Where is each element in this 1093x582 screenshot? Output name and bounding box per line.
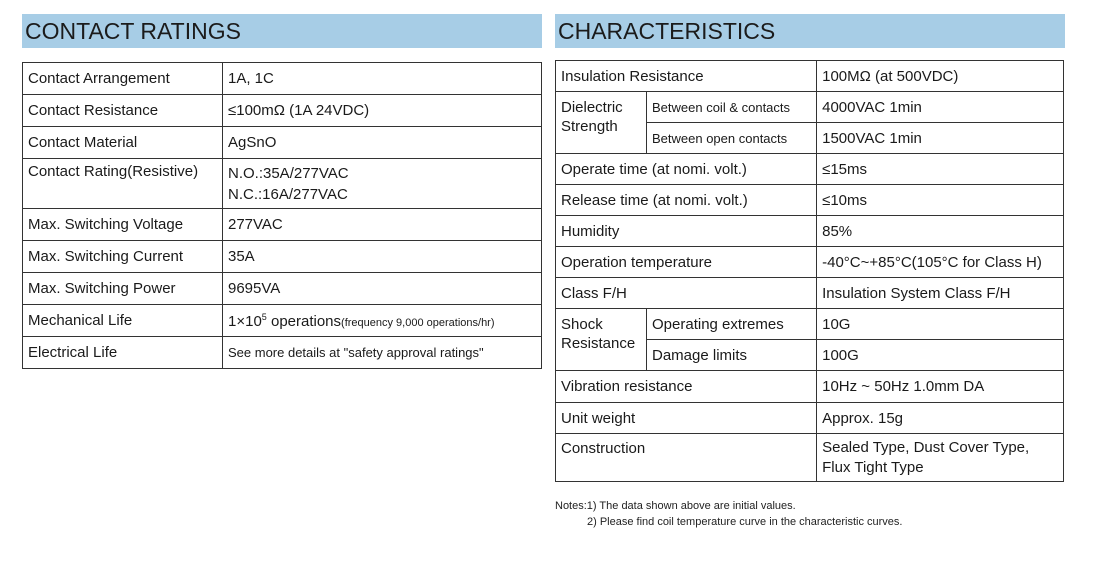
table-row [556,92,1064,123]
mech-exponent: 5 [261,311,267,322]
construction-label: Construction [556,434,817,482]
operation-temperature-value: -40°C~+85°C(105°C for Class H) [817,247,1064,278]
construction-line2: Flux Tight Type [822,458,924,476]
shock-label: Shock Resistance [556,309,647,371]
release-time-label: Release time (at nomi. volt.) [556,185,817,216]
class-label: Class F/H [556,278,817,309]
contact-rating-label: Contact Rating(Resistive) [23,159,223,209]
contact-material-label: Contact Material [23,127,223,159]
table-row [556,403,1064,434]
table-row [556,434,1064,482]
contact-resistance-label: Contact Resistance [23,95,223,127]
table-row [23,159,542,209]
mech-text: operations [266,312,342,330]
contact-resistance-value: ≤100mΩ (1A 24VDC) [223,95,542,127]
class-value: Insulation System Class F/H [817,278,1064,309]
humidity-value: 85% [817,216,1064,247]
contact-arrangement-value: 1A, 1C [223,63,542,95]
construction-value [817,434,1064,482]
contact-ratings-table [22,62,542,369]
contact-material-value: AgSnO [223,127,542,159]
shock-val1: 10G [817,309,1064,340]
table-row [23,241,542,273]
contact-ratings-title: CONTACT RATINGS [22,14,542,48]
contact-rating-value [223,159,542,209]
characteristics-table [555,60,1064,482]
dielectric-label: Dielectric Strength [556,92,647,154]
contact-arrangement-label: Contact Arrangement [23,63,223,95]
electrical-life-label: Electrical Life [23,337,223,369]
mech-note: (frequency 9,000 operations/hr) [341,316,495,329]
shock-sub2: Damage limits [647,340,817,371]
table-row [556,216,1064,247]
table-row [23,273,542,305]
insulation-label: Insulation Resistance [556,61,817,92]
table-row [23,209,542,241]
table-row [23,337,542,369]
dielectric-sub2: Between open contacts [647,123,817,154]
dielectric-val2: 1500VAC 1min [817,123,1064,154]
table-row [556,154,1064,185]
table-row [556,278,1064,309]
humidity-label: Humidity [556,216,817,247]
note-line-2: 2) Please find coil temperature curve in the characteristic curves. [587,516,903,528]
table-row [556,61,1064,92]
max-voltage-value: 277VAC [223,209,542,241]
dielectric-val1: 4000VAC 1min [817,92,1064,123]
table-row [23,305,542,337]
shock-sub1: Operating extremes [647,309,817,340]
table-row [556,247,1064,278]
max-current-value: 35A [223,241,542,273]
vibration-value: 10Hz ~ 50Hz 1.0mm DA [817,371,1064,403]
max-power-label: Max. Switching Power [23,273,223,305]
insulation-value: 100MΩ (at 500VDC) [817,61,1064,92]
note-line-1: Notes:1) The data shown above are initial values. [555,500,796,512]
dielectric-sub1: Between coil & contacts [647,92,817,123]
vibration-label: Vibration resistance [556,371,817,403]
operate-time-value: ≤15ms [817,154,1064,185]
mechanical-life-value [223,305,542,337]
mech-base: 1×10 [228,312,262,330]
max-voltage-label: Max. Switching Voltage [23,209,223,241]
max-current-label: Max. Switching Current [23,241,223,273]
mechanical-life-label: Mechanical Life [23,305,223,337]
release-time-value: ≤10ms [817,185,1064,216]
unit-weight-label: Unit weight [556,403,817,434]
max-power-value: 9695VA [223,273,542,305]
table-row [556,185,1064,216]
notes [555,498,902,530]
table-row [23,63,542,95]
table-row [556,309,1064,340]
shock-val2: 100G [817,340,1064,371]
characteristics-title: CHARACTERISTICS [555,14,1065,48]
contact-rating-nc: N.C.:16A/277VAC [228,185,348,203]
electrical-life-value: See more details at "safety approval ratings" [223,337,542,369]
operate-time-label: Operate time (at nomi. volt.) [556,154,817,185]
table-row [23,127,542,159]
unit-weight-value: Approx. 15g [817,403,1064,434]
construction-line1: Sealed Type, Dust Cover Type, [822,438,1030,456]
table-row [556,371,1064,403]
table-row [23,95,542,127]
operation-temperature-label: Operation temperature [556,247,817,278]
contact-rating-no: N.O.:35A/277VAC [228,164,349,182]
